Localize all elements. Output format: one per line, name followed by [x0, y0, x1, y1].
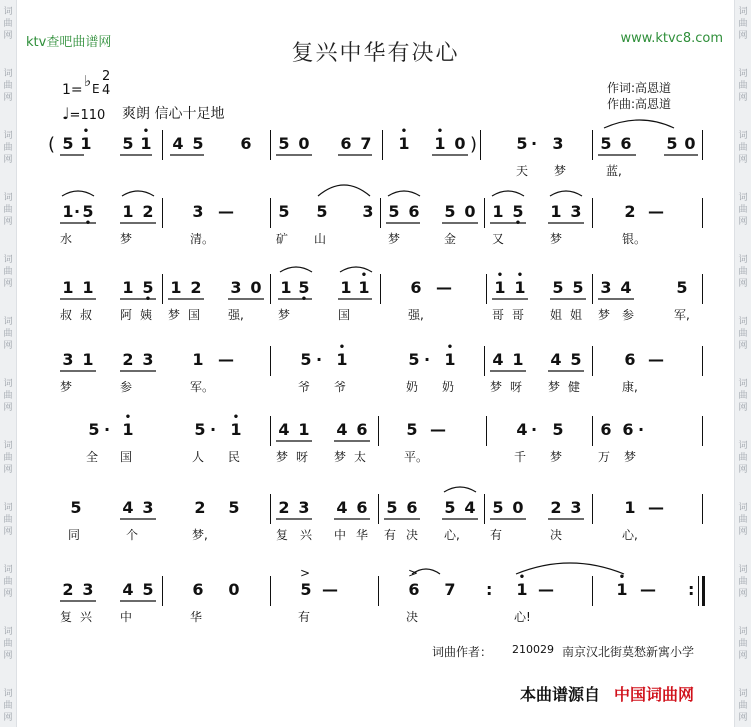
- dot: ·: [638, 420, 645, 439]
- lyric: 国: [338, 308, 351, 322]
- lyric: 复: [60, 610, 73, 624]
- barline: [382, 130, 383, 160]
- lyric: 呀: [510, 380, 523, 394]
- lyric: 兴: [300, 528, 313, 542]
- barline: [484, 198, 485, 228]
- dot: ·: [210, 420, 217, 439]
- lyric: 又: [492, 232, 505, 246]
- note: 1 •: [398, 126, 410, 153]
- note: 6: [410, 278, 422, 297]
- note: 5: [300, 350, 312, 369]
- barline: [702, 130, 703, 160]
- note: 6: [356, 498, 368, 517]
- barline: [702, 416, 703, 446]
- watermark-text: 词 曲 网: [3, 255, 13, 289]
- lyric: 梦: [598, 308, 611, 322]
- barline: [270, 576, 271, 606]
- dot: ·: [531, 134, 538, 153]
- dash: —: [640, 580, 656, 599]
- lyric: 阿: [120, 308, 133, 322]
- note: 1 •: [444, 342, 456, 369]
- dash: —: [436, 278, 452, 297]
- site-url-right: www.ktvc8.com: [620, 31, 723, 46]
- note: 1: [62, 278, 74, 297]
- note: 5: [676, 278, 688, 297]
- note: 1 •: [494, 270, 506, 297]
- lyric: 平。: [404, 450, 429, 464]
- note: 6: [356, 420, 368, 439]
- lyric: 水: [60, 232, 73, 246]
- note: 2: [142, 202, 154, 221]
- barline: [592, 198, 593, 228]
- watermark-text: 词 曲 网: [738, 131, 748, 165]
- lyric: 梦: [120, 232, 133, 246]
- note: 1: [280, 278, 292, 297]
- barline: [162, 274, 163, 304]
- lyric: 康,: [622, 380, 638, 394]
- lyric: 姐: [550, 308, 563, 322]
- barline: [270, 494, 271, 524]
- time-signature: 2 4: [102, 69, 111, 98]
- lyric: 爷: [298, 380, 311, 394]
- watermark-text: 词 曲 网: [3, 627, 13, 661]
- lyric: 哥: [512, 308, 525, 322]
- lyric: 华: [356, 528, 369, 542]
- note: 2: [190, 278, 202, 297]
- note: 4: [620, 278, 632, 297]
- site-name-left: ktv查吧曲谱网: [26, 35, 112, 50]
- note: 4: [278, 420, 290, 439]
- barline: [270, 198, 271, 228]
- barline: [592, 576, 593, 606]
- note: 5: [552, 278, 564, 297]
- lyric: 呀: [296, 450, 309, 464]
- lyric: 参: [622, 308, 635, 322]
- lyric: 人: [192, 450, 205, 464]
- lyric: 梦: [168, 308, 181, 322]
- note: 5 •: [512, 202, 524, 229]
- note: 1: [298, 420, 310, 439]
- note: 6: [600, 420, 612, 439]
- note: 3: [230, 278, 242, 297]
- lyric: 梦,: [192, 528, 208, 542]
- lyric: 健: [568, 380, 581, 394]
- dot: :: [486, 580, 493, 599]
- final-barline: [702, 576, 705, 606]
- close-paren: ): [470, 134, 478, 155]
- watermark-text: 词 曲 网: [738, 193, 748, 227]
- watermark-text: 词 曲 网: [738, 689, 748, 723]
- lyric: 个: [126, 528, 139, 542]
- watermark-text: 词 曲 网: [738, 379, 748, 413]
- note: 4: [336, 420, 348, 439]
- barline: [702, 494, 703, 524]
- note: 4: [336, 498, 348, 517]
- note: 2: [62, 580, 74, 599]
- barline: [380, 274, 381, 304]
- note: 6: [622, 420, 634, 439]
- lyric: 强,: [408, 308, 424, 322]
- watermark-text: 词 曲 网: [738, 441, 748, 475]
- note: 6: [408, 202, 420, 221]
- note: 1 •: [514, 270, 526, 297]
- note: 3: [362, 202, 374, 221]
- watermark-text: 词 曲 网: [738, 7, 748, 41]
- note: 5: [278, 202, 290, 221]
- lyric: 国: [120, 450, 133, 464]
- note: 5: [300, 580, 312, 599]
- postal-code: 210029: [512, 643, 554, 656]
- lyric: 国: [188, 308, 201, 322]
- barline: [480, 130, 481, 160]
- note: 1 •: [140, 126, 152, 153]
- barline: [378, 416, 379, 446]
- note: 5: [552, 420, 564, 439]
- lyric: 军。: [190, 380, 215, 394]
- lyric: 中: [120, 610, 133, 624]
- barline: [270, 130, 271, 160]
- lyric: 万: [598, 450, 611, 464]
- lyric: 梦: [388, 232, 401, 246]
- lyric: 梦: [490, 380, 503, 394]
- note: 3: [192, 202, 204, 221]
- lyric: 梦: [278, 308, 291, 322]
- dot: ·: [531, 420, 538, 439]
- note: 2: [624, 202, 636, 221]
- tempo-marking: ♩=110: [62, 104, 106, 123]
- lyric: 决: [406, 610, 419, 624]
- note: 5: [406, 420, 418, 439]
- lyric: 银。: [622, 232, 647, 246]
- note: 5: [444, 498, 456, 517]
- note: 3: [82, 580, 94, 599]
- dash: —: [218, 202, 234, 221]
- dot: ·: [424, 350, 431, 369]
- lyric: 哥: [492, 308, 505, 322]
- dash: —: [538, 580, 554, 599]
- lyric: 梦: [550, 232, 563, 246]
- dash: —: [648, 498, 664, 517]
- note: 1 •: [336, 342, 348, 369]
- lyric: 有: [298, 610, 311, 624]
- watermark-text: 词 曲 网: [3, 379, 13, 413]
- lyric: 军,: [674, 308, 690, 322]
- lyric: 心,: [622, 528, 638, 542]
- note: 5: [444, 202, 456, 221]
- lyric: 清。: [190, 232, 215, 246]
- note: 7: [444, 580, 456, 599]
- barline: [162, 198, 163, 228]
- note: 2: [550, 498, 562, 517]
- note: 0: [512, 498, 524, 517]
- watermark-text: 词 曲 网: [3, 689, 13, 723]
- lyric: 姨: [140, 308, 153, 322]
- author-info: [432, 643, 695, 660]
- repeat-dots: :: [688, 580, 695, 599]
- note: 4: [492, 350, 504, 369]
- note: 5 •: [82, 202, 94, 229]
- barline: [162, 130, 163, 160]
- lyric: 复: [276, 528, 289, 542]
- note: 5: [278, 134, 290, 153]
- lyric: 矿: [276, 232, 289, 246]
- lyric: 决: [550, 528, 563, 542]
- note: 5: [316, 202, 328, 221]
- note: 1: [340, 278, 352, 297]
- lyric: 千: [514, 450, 527, 464]
- note: 5: [492, 498, 504, 517]
- expression-marking: 爽朗 信心十足地: [122, 106, 225, 122]
- lyric: 天: [516, 164, 529, 178]
- barline: [270, 416, 271, 446]
- note: 1 •: [230, 412, 242, 439]
- note: 1: [82, 350, 94, 369]
- note: 6: [624, 350, 636, 369]
- lyric: 梦: [276, 450, 289, 464]
- lyric: 华: [190, 610, 203, 624]
- note: 2: [122, 350, 134, 369]
- note: 5: [122, 134, 134, 153]
- lyric: 参: [120, 380, 133, 394]
- row1-beams: [0, 126, 751, 204]
- note: 1 •: [358, 270, 370, 297]
- watermark-text: 词 曲 网: [3, 69, 13, 103]
- watermark-text: 词 曲 网: [738, 627, 748, 661]
- lyric: 姐: [570, 308, 583, 322]
- source-prefix: 本曲谱源自: [520, 685, 601, 704]
- watermark-text: 词 曲 网: [3, 317, 13, 351]
- note: 2: [278, 498, 290, 517]
- lyric: 梦: [554, 164, 567, 178]
- note: 4: [122, 498, 134, 517]
- song-title: 复兴中华有决心: [291, 41, 460, 66]
- barline: [486, 274, 487, 304]
- lyric: 山: [314, 232, 327, 246]
- note: 6: [340, 134, 352, 153]
- barline: [484, 346, 485, 376]
- lyric: 有: [490, 528, 503, 542]
- barline: [380, 198, 381, 228]
- lyric: 强,: [228, 308, 244, 322]
- dot: ·: [74, 202, 81, 221]
- watermark-text: 词 曲 网: [738, 503, 748, 537]
- accent-mark: >: [408, 566, 419, 580]
- note: 1 •: [616, 572, 628, 599]
- note: 1: [62, 202, 74, 221]
- note: 6: [240, 134, 252, 153]
- note: 5: [570, 350, 582, 369]
- lyric: 叔: [60, 308, 73, 322]
- barline: [378, 576, 379, 606]
- note: 0: [454, 134, 466, 153]
- note: 6: [406, 498, 418, 517]
- watermark-text: 词 曲 网: [3, 441, 13, 475]
- watermark-text: 词 曲 网: [738, 317, 748, 351]
- note: 5: [142, 580, 154, 599]
- key-signature: 1= ♭ E 2 4: [62, 69, 111, 98]
- note: 3: [298, 498, 310, 517]
- lyric: 梦: [334, 450, 347, 464]
- lyric: 中: [334, 528, 347, 542]
- lyric: 心!: [514, 610, 531, 624]
- lyricist: 作词:高恩道: [607, 81, 672, 95]
- note: 3: [600, 278, 612, 297]
- note: 3: [62, 350, 74, 369]
- barline: [592, 130, 593, 160]
- lyric: 叔: [80, 308, 93, 322]
- note: 0: [250, 278, 262, 297]
- dash: —: [218, 350, 234, 369]
- watermark-text: 词 曲 网: [738, 255, 748, 289]
- note: 1: [624, 498, 636, 517]
- barline: [702, 346, 703, 376]
- watermark-text: 词 曲 网: [3, 7, 13, 41]
- note: 5: [408, 350, 420, 369]
- barline: [592, 494, 593, 524]
- note: 6: [192, 580, 204, 599]
- note: 4: [516, 420, 528, 439]
- note: 1: [82, 278, 94, 297]
- note: 5: [516, 134, 528, 153]
- row7-beams: [0, 572, 751, 650]
- note: 1: [192, 350, 204, 369]
- watermark-text: 词 曲 网: [3, 503, 13, 537]
- barline: [270, 274, 271, 304]
- watermark-text: 词 曲 网: [3, 193, 13, 227]
- note: 5 •: [298, 278, 310, 305]
- quarter-note-icon: ♩: [62, 104, 70, 123]
- accent-mark: >: [300, 566, 311, 580]
- lyric: 梦: [548, 380, 561, 394]
- barline: [592, 274, 593, 304]
- lyric: 同: [68, 528, 81, 542]
- note: 4: [172, 134, 184, 153]
- lyric: 民: [228, 450, 241, 464]
- note: 4: [550, 350, 562, 369]
- lyric: 奶: [442, 380, 455, 394]
- note: 1: [492, 202, 504, 221]
- barline: [702, 198, 703, 228]
- lyric: 有: [384, 528, 397, 542]
- author-address: 南京汉北街莫愁新寓小学: [562, 645, 695, 659]
- watermark-text: 词 曲 网: [738, 565, 748, 599]
- note: 0: [228, 580, 240, 599]
- lyric: 心,: [444, 528, 460, 542]
- note: 0: [298, 134, 310, 153]
- barline: [162, 576, 163, 606]
- watermark-text: 词 曲 网: [738, 69, 748, 103]
- dash: —: [322, 580, 338, 599]
- note: 1 •: [122, 412, 134, 439]
- note: 5: [388, 202, 400, 221]
- note: 5: [88, 420, 100, 439]
- note: 1: [122, 278, 134, 297]
- note: 1 •: [434, 126, 446, 153]
- barline: [486, 416, 487, 446]
- lyric: 决: [406, 528, 419, 542]
- barline: [592, 416, 593, 446]
- dot: ·: [104, 420, 111, 439]
- note: 4: [464, 498, 476, 517]
- note: 5: [600, 134, 612, 153]
- note: 5: [666, 134, 678, 153]
- source-site-link[interactable]: 中国词曲网: [614, 685, 695, 704]
- note: 3: [570, 498, 582, 517]
- dash: —: [648, 350, 664, 369]
- composer: 作曲:高恩道: [607, 97, 672, 111]
- watermark-text: 词 曲 网: [3, 131, 13, 165]
- note: 1: [512, 350, 524, 369]
- watermark-text: 词 曲 网: [3, 565, 13, 599]
- note: 5: [192, 134, 204, 153]
- source-credit: [520, 682, 694, 705]
- lyric: 爷: [334, 380, 347, 394]
- note: 1: [550, 202, 562, 221]
- note: 5: [70, 498, 82, 517]
- lyric: 梦: [624, 450, 637, 464]
- note: 2: [194, 498, 206, 517]
- lyric: 蓝,: [606, 164, 622, 178]
- note: 1 •: [80, 126, 92, 153]
- open-paren: (: [48, 134, 56, 155]
- author-label: 词曲作者：: [432, 645, 493, 659]
- lyric: 太: [354, 450, 367, 464]
- lyric: 兴: [80, 610, 93, 624]
- note: 1: [170, 278, 182, 297]
- dash: —: [648, 202, 664, 221]
- lyric: 奶: [406, 380, 419, 394]
- note: 7: [360, 134, 372, 153]
- note: 5: [228, 498, 240, 517]
- barline: [702, 274, 703, 304]
- note: 1 •: [516, 572, 528, 599]
- note: 5: [386, 498, 398, 517]
- note: 3: [570, 202, 582, 221]
- note: 4: [122, 580, 134, 599]
- barline: [592, 346, 593, 376]
- barline: [484, 494, 485, 524]
- barline: [270, 346, 271, 376]
- note: 0: [684, 134, 696, 153]
- dot: ·: [316, 350, 323, 369]
- credits: [607, 80, 671, 112]
- lyric: 梦: [60, 380, 73, 394]
- note: 1: [122, 202, 134, 221]
- note: 5: [62, 134, 74, 153]
- note: 6: [620, 134, 632, 153]
- lyric: 全: [86, 450, 99, 464]
- dash: —: [430, 420, 446, 439]
- note: 3: [142, 498, 154, 517]
- barline: [698, 576, 699, 606]
- note: 5: [194, 420, 206, 439]
- barline: [378, 494, 379, 524]
- note: 5 •: [142, 278, 154, 305]
- note: 0: [464, 202, 476, 221]
- lyric: 梦: [550, 450, 563, 464]
- note: 6: [408, 580, 420, 599]
- lyric: 金: [444, 232, 457, 246]
- note: 3: [552, 134, 564, 153]
- note: 3: [142, 350, 154, 369]
- note: 5: [572, 278, 584, 297]
